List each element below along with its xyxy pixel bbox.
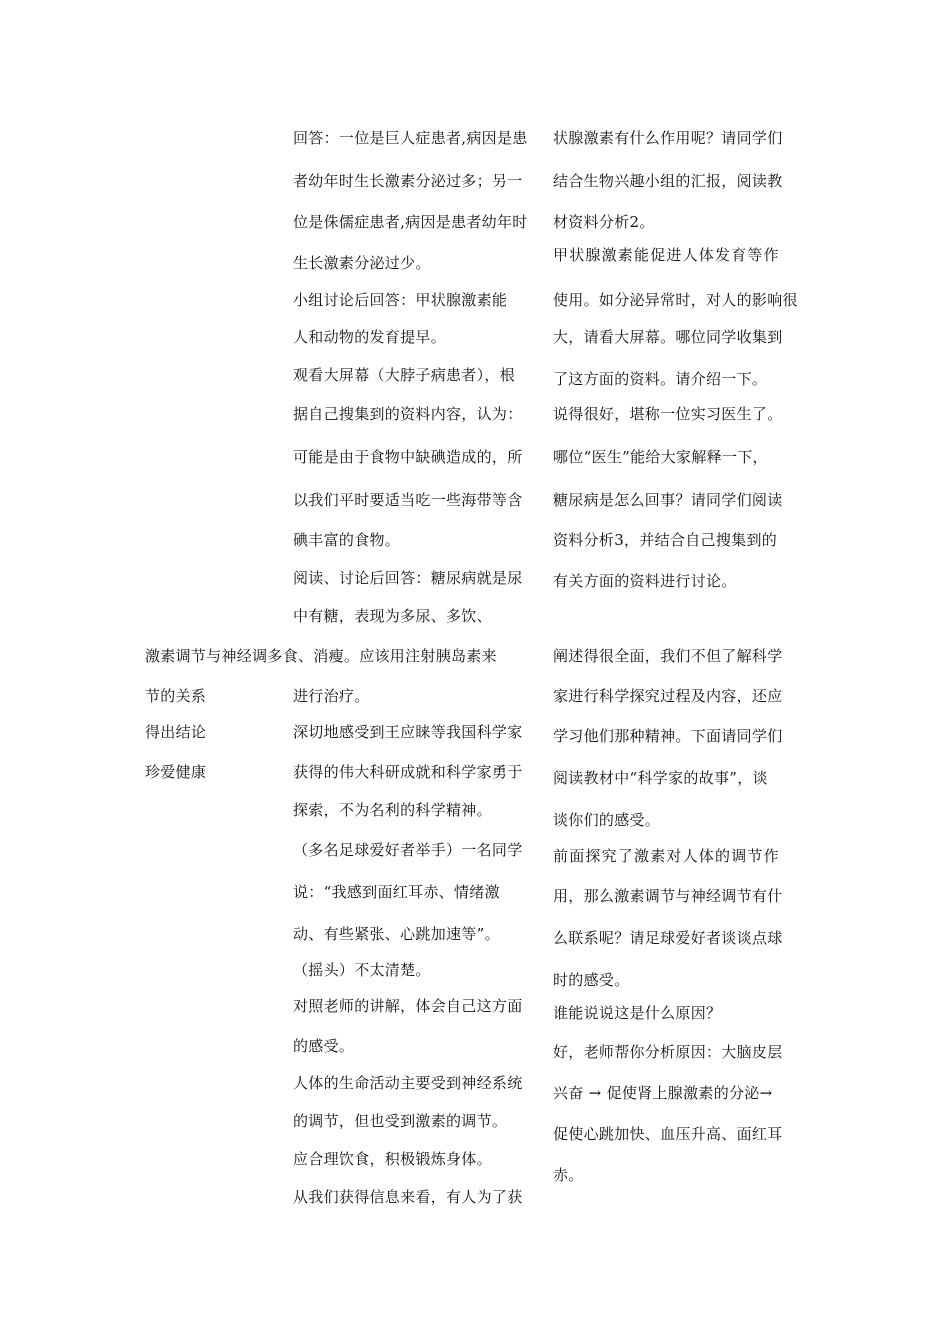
middle-text-line: 的调节，但也受到激素的调节。 [293, 1112, 508, 1130]
right-text-line: 使用。如分泌异常时，对人的影响很 [553, 291, 798, 309]
right-text-line: 阅读教材中“科学家的故事”，谈 [553, 769, 768, 787]
middle-text-line: 阅读、讨论后回答：糖尿病就是尿 [293, 569, 523, 587]
middle-text-line: （多名足球爱好者举手）一名同学 [293, 841, 523, 859]
right-text-line: 资料分析3，并结合自己搜集到的 [553, 531, 778, 549]
middle-text-line: 以我们平时要适当吃一些海带等含 [293, 491, 523, 509]
left-text-line: 节的关系 [145, 687, 207, 705]
middle-text-line: 可能是由于食物中缺碘造成的，所 [293, 448, 523, 466]
right-text-line: 有关方面的资料进行讨论。 [553, 572, 737, 590]
middle-text-line: 动、有些紧张、心跳加速等”。 [293, 925, 500, 943]
right-text-line: 糖尿病是怎么回事？请同学们阅读 [553, 491, 783, 509]
right-text-line: 谈你们的感受。 [553, 811, 661, 829]
middle-text-line: 探索，不为名利的科学精神。 [293, 801, 492, 819]
middle-text-line: 从我们获得信息来看，有人为了获 [293, 1188, 523, 1206]
middle-text-line: 者幼年时生长激素分泌过多；另一 [293, 172, 523, 190]
right-text-line: 大，请看大屏幕。哪位同学收集到 [553, 328, 783, 346]
left-text-line: 得出结论 [145, 723, 207, 741]
left-text-line: 珍爱健康 [145, 763, 207, 781]
right-text-line: 状腺激素有什么作用呢？请同学们 [553, 129, 783, 147]
middle-text-line: 获得的伟大科研成就和科学家勇于 [293, 763, 523, 781]
right-text-line: 学习他们那种精神。下面请同学们 [553, 727, 783, 745]
right-text-line: 材资料分析2。 [553, 213, 655, 231]
middle-text-line: 据自己搜集到的资料内容，认为： [293, 405, 523, 423]
right-text-line: 好，老师帮你分析原因：大脑皮层 [553, 1043, 783, 1061]
middle-text-line: 对照老师的讲解，体会自己这方面 [293, 997, 523, 1015]
right-text-line: 了这方面的资料。请介绍一下。 [553, 370, 768, 388]
middle-text-line: 深切地感受到王应睐等我国科学家 [293, 723, 523, 741]
spanning-text-line: 激素调节与神经调多食、消瘦。应该用注射胰岛素来 [145, 647, 497, 665]
middle-text-line: 的感受。 [293, 1037, 355, 1055]
middle-text-line: （摇头）不太清楚。 [293, 961, 431, 979]
right-text-line: 用，那么激素调节与神经调节有什 [553, 887, 783, 905]
right-text-line: 说得很好，堪称一位实习医生了。 [553, 405, 783, 423]
right-text-line: 兴奋 → 促使肾上腺激素的分泌→ [553, 1084, 773, 1102]
right-text-line: 阐述得很全面，我们不但了解科学 [553, 647, 783, 665]
right-text-line: 家进行科学探究过程及内容，还应 [553, 687, 783, 705]
middle-text-line: 人体的生命活动主要受到神经系统 [293, 1074, 523, 1092]
right-text-line: 哪位“医生”能给大家解释一下， [553, 448, 768, 466]
right-text-line: 前面探究了激素对人体的调节作 [553, 847, 780, 865]
middle-text-line: 碘丰富的食物。 [293, 531, 401, 549]
middle-text-line: 进行治疗。 [293, 687, 370, 705]
middle-text-line: 小组讨论后回答：甲状腺激素能 [293, 291, 508, 309]
middle-text-line: 位是侏儒症患者,病因是患者幼年时 [293, 213, 528, 231]
middle-text-line: 回答：一位是巨人症患者,病因是患 [293, 129, 528, 147]
middle-text-line: 应合理饮食，积极锻炼身体。 [293, 1150, 492, 1168]
right-text-line: 促使心跳加快、血压升高、面红耳 [553, 1125, 783, 1143]
right-text-line: 甲状腺激素能促进人体发育等作 [553, 246, 780, 264]
right-text-line: 结合生物兴趣小组的汇报，阅读教 [553, 172, 783, 190]
middle-text-line: 说：“我感到面红耳赤、情绪激 [293, 883, 500, 901]
middle-text-line: 生长激素分泌过少。 [293, 254, 431, 272]
middle-text-line: 观看大屏幕（大脖子病患者），根 [293, 366, 516, 384]
right-text-line: 时的感受。 [553, 971, 630, 989]
right-text-line: 赤。 [553, 1166, 584, 1184]
middle-text-line: 中有糖，表现为多尿、多饮、 [293, 607, 492, 625]
middle-text-line: 人和动物的发育提早。 [293, 328, 447, 346]
right-text-line: 么联系呢？请足球爱好者谈谈点球 [553, 929, 783, 947]
right-text-line: 谁能说说这是什么原因？ [553, 1004, 722, 1022]
